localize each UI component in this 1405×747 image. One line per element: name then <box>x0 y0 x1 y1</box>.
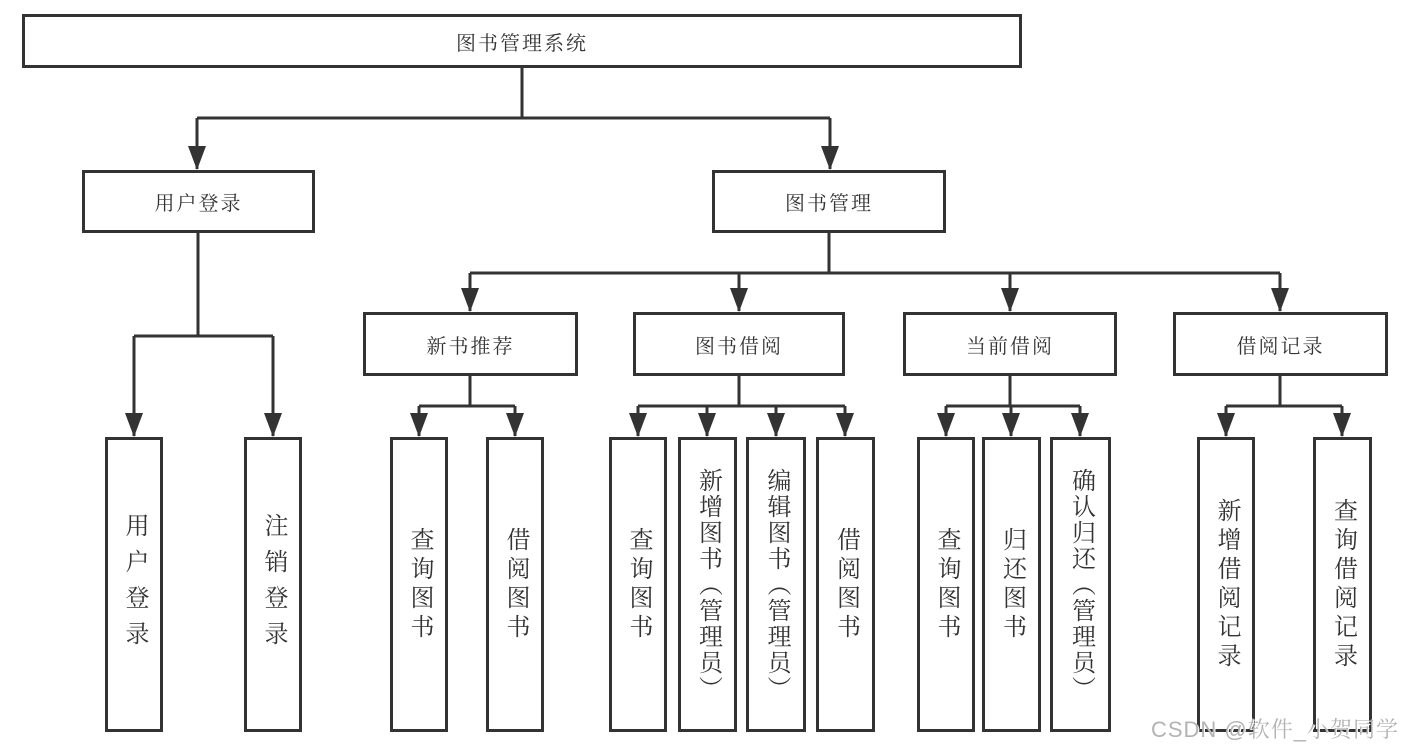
leaf-query-books-borrowing <box>609 437 667 732</box>
leaf-logout-login-label: 注销登录 <box>260 512 287 657</box>
leaf-confirm-return-admin-label: 确认归还（管理员） <box>1067 467 1095 702</box>
leaf-query-books-borrowing-label: 查询图书 <box>625 526 652 643</box>
leaf-query-books-current-label: 查询图书 <box>933 526 960 643</box>
csdn-watermark: CSDN @软件_小贺同学 <box>1150 717 1399 742</box>
leaf-edit-books-admin <box>746 437 806 732</box>
node-root <box>22 14 1022 68</box>
leaf-return-books-label: 归还图书 <box>998 526 1026 643</box>
connector-mgmt-to-level3 <box>470 233 1280 311</box>
node-current-borrowing-label: 当前借阅 <box>966 335 1054 358</box>
leaf-confirm-return-admin <box>1050 437 1111 732</box>
leaf-borrow-books-recommend-label: 借阅图书 <box>502 526 529 643</box>
leaf-add-books-admin-label: 新增图书（管理员） <box>694 467 722 702</box>
node-root-label: 图书管理系统 <box>456 32 588 55</box>
connector-group3-children <box>1226 376 1342 436</box>
node-new-book-recommend-label: 新书推荐 <box>426 335 515 358</box>
leaf-logout-login <box>244 437 302 732</box>
leaf-user-login-label: 用户登录 <box>121 512 148 657</box>
node-book-management <box>712 170 946 233</box>
node-user-login <box>82 170 315 233</box>
node-borrowing-records-label: 借阅记录 <box>1236 335 1325 358</box>
node-borrowing-records <box>1173 312 1388 376</box>
leaf-query-borrow-record <box>1313 437 1372 732</box>
connector-group2-children <box>946 376 1080 436</box>
leaf-return-books <box>982 437 1041 732</box>
node-new-book-recommend <box>363 312 578 376</box>
node-book-management-label: 图书管理 <box>785 193 873 215</box>
leaf-user-login <box>105 437 163 732</box>
leaf-edit-books-admin-label: 编辑图书（管理员） <box>763 467 790 702</box>
node-current-borrowing <box>903 312 1117 376</box>
leaf-borrow-books-recommend <box>486 437 544 732</box>
leaf-add-borrow-record-label: 新增借阅记录 <box>1213 497 1240 672</box>
leaf-query-books-recommend <box>390 437 448 732</box>
leaf-query-books-recommend-label: 查询图书 <box>406 526 433 643</box>
leaf-add-borrow-record <box>1197 437 1255 732</box>
node-book-borrowing-label: 图书借阅 <box>695 335 783 358</box>
connector-login-children <box>134 233 273 436</box>
node-user-login-label: 用户登录 <box>154 193 243 215</box>
node-book-borrowing <box>633 312 845 376</box>
connector-root-to-level2 <box>197 68 830 169</box>
connector-group0-children <box>419 376 515 436</box>
leaf-query-borrow-record-label: 查询借阅记录 <box>1329 497 1357 672</box>
leaf-add-books-admin <box>678 437 737 732</box>
leaf-borrow-books-label: 借阅图书 <box>832 526 860 643</box>
leaf-query-books-current <box>917 437 975 732</box>
leaf-borrow-books <box>816 437 875 732</box>
connector-group1-children <box>638 376 845 436</box>
